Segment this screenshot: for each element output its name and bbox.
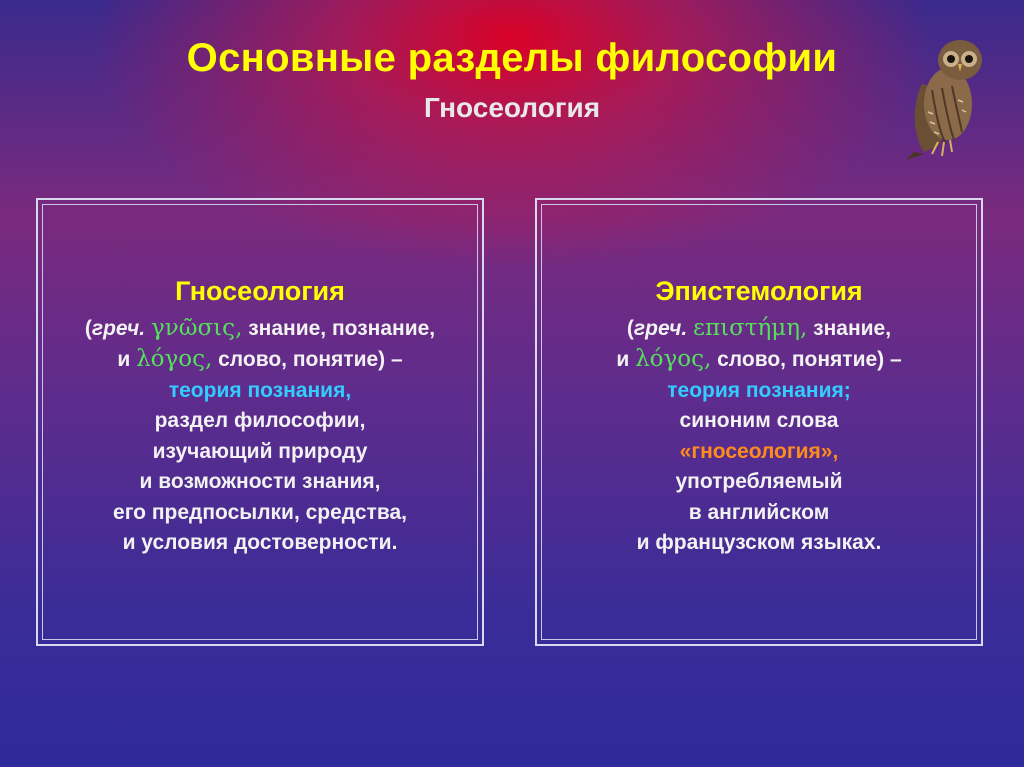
- card-body: [38, 276, 482, 559]
- definition-line: его предпосылки, средства,: [113, 500, 407, 524]
- greek-word-logos: λόγος,: [635, 346, 712, 372]
- conjunction: и: [117, 348, 137, 371]
- etymology-line-1: [537, 313, 981, 345]
- paren-open: (: [84, 316, 92, 340]
- card-epistemology: [535, 198, 983, 646]
- etymology-line-2: [38, 344, 482, 376]
- definition-highlight: теория познания;: [667, 378, 851, 402]
- definition-line: в английском: [688, 500, 830, 524]
- greek-word-episteme: επιστήμη,: [693, 314, 808, 341]
- etymology-meaning-2: слово, понятие) –: [212, 348, 403, 371]
- slide-title: Основные разделы философии: [186, 36, 838, 80]
- definition-line: и условия достоверности.: [122, 531, 398, 554]
- etymology-meaning-1: знание,: [807, 316, 892, 340]
- definition-line: и возможности знания,: [139, 470, 381, 493]
- etymology-line-2: [537, 344, 981, 376]
- greek-label: греч.: [633, 316, 688, 340]
- conjunction: и: [616, 348, 636, 371]
- etymology-meaning-2: слово, понятие) –: [711, 348, 902, 371]
- definition-line: употребляемый: [675, 470, 843, 493]
- synonym-line: синоним слова: [679, 409, 839, 432]
- greek-word-logos: λόγος,: [136, 346, 213, 372]
- definition-line: и французском языках.: [636, 531, 882, 554]
- card-body: [537, 276, 981, 559]
- card-heading: Гносеология: [175, 276, 345, 306]
- card-heading: Эпистемология: [655, 276, 863, 306]
- slide-subtitle: Гносеология: [423, 92, 601, 123]
- greek-word-gnosis: γνῶσις,: [150, 314, 243, 341]
- card-gnoseology: [36, 198, 484, 646]
- paren-open: (: [626, 316, 634, 340]
- etymology-line-1: [38, 313, 482, 345]
- synonym-term: «гносеология»,: [679, 439, 839, 463]
- owl-icon: [902, 34, 992, 164]
- definition-line: раздел философии,: [154, 409, 366, 432]
- definition-line: изучающий природу: [152, 439, 368, 463]
- etymology-meaning-1: знание, познание,: [242, 316, 436, 340]
- definition-highlight: теория познания,: [168, 378, 352, 402]
- greek-label: греч.: [91, 316, 146, 340]
